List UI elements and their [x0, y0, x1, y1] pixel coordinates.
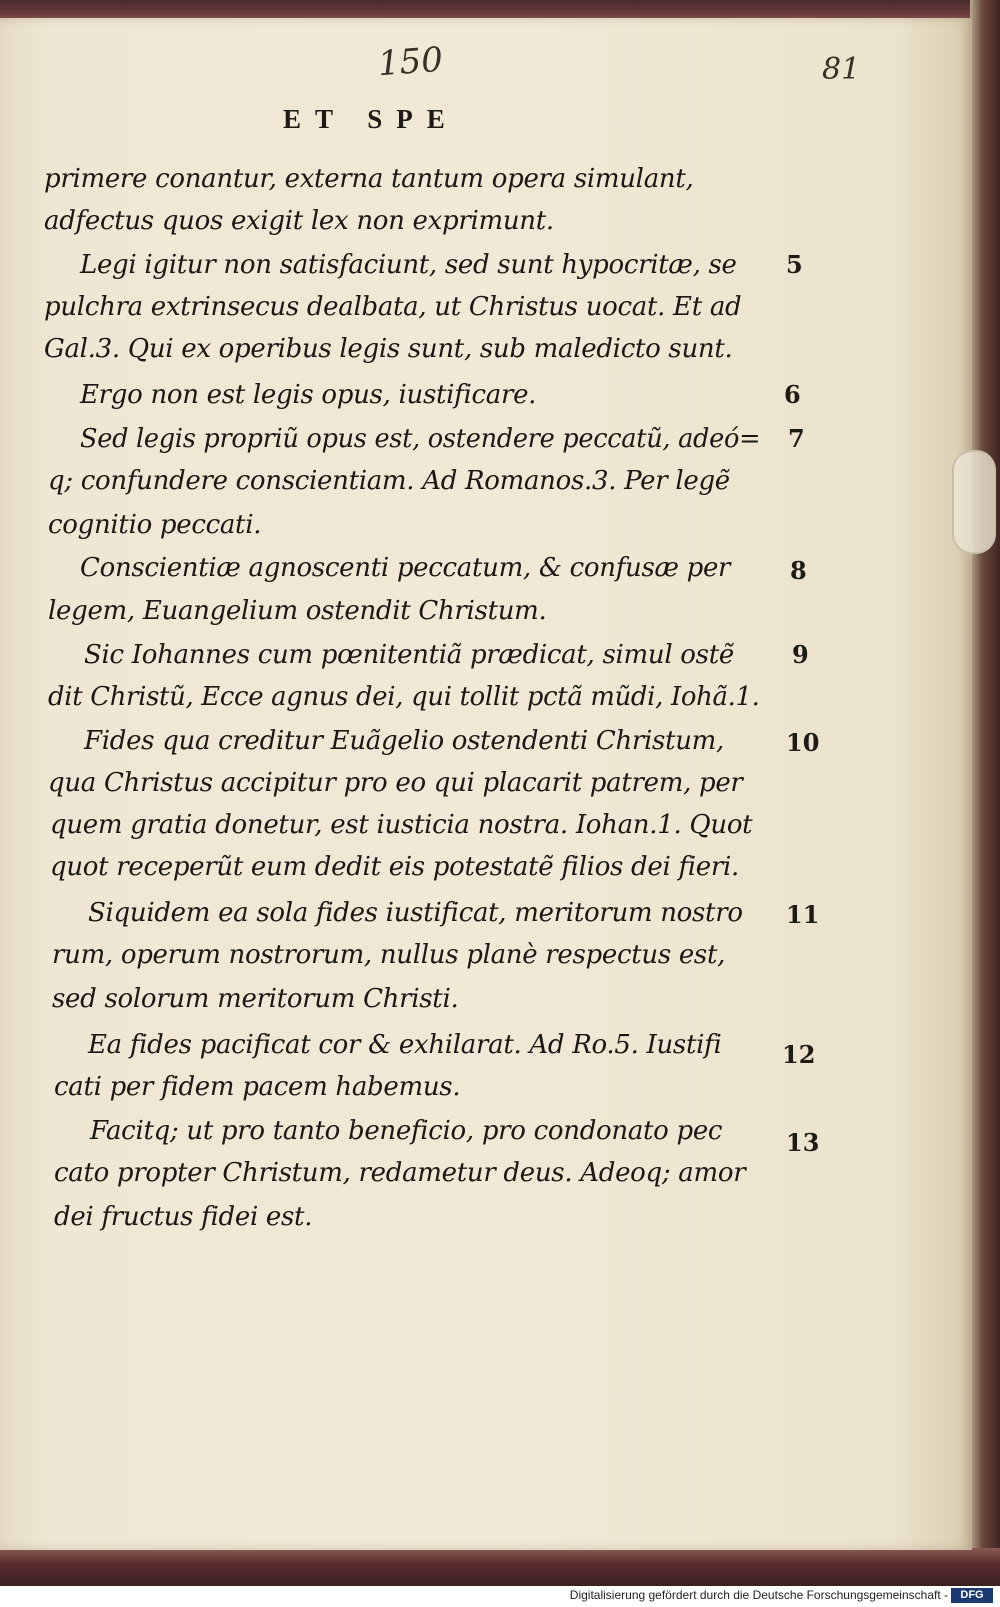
- text-line: legem, Euangelium ostendit Christum.: [48, 596, 547, 626]
- text-line: Ergo non est legis opus, iustificare.: [80, 380, 537, 410]
- text-line: dei fructus fidei est.: [54, 1202, 313, 1232]
- book-binding-bottom: [0, 1548, 1000, 1586]
- handwritten-page-number: 150: [376, 39, 445, 85]
- text-line: cato propter Christum, redametur deus. Adeoq; amor: [54, 1158, 746, 1188]
- text-line: Sed legis propriũ opus est, ostendere peccatũ, adeó=: [80, 424, 761, 454]
- margin-number: 6: [784, 380, 801, 409]
- margin-number: 5: [786, 250, 803, 279]
- text-line: Legi igitur non satisfaciunt, sed sunt hypocritæ, se: [80, 250, 737, 280]
- margin-number: 13: [786, 1128, 820, 1157]
- digitization-credit: Digitalisierung gefördert durch die Deutsche Forschungsgemeinschaft -: [569, 1588, 948, 1602]
- handwritten-folio-number: 81: [822, 52, 861, 87]
- text-line: adfectus quos exigit lex non exprimunt.: [44, 206, 554, 236]
- text-line: primere conantur, externa tantum opera simulant,: [44, 164, 694, 194]
- dfg-logo: DFG: [951, 1588, 993, 1603]
- text-line: quot receperũt eum dedit eis potestatẽ filios dei fieri.: [50, 852, 739, 882]
- text-line: Facitq; ut pro tanto beneficio, pro condonato pec: [90, 1116, 723, 1146]
- book-binding-edge: [970, 0, 1000, 1586]
- text-line: cati per fidem pacem habemus.: [54, 1072, 461, 1102]
- text-line: Ea fides pacificat cor & exhilarat. Ad Ro.5. Iustifi: [88, 1030, 722, 1060]
- text-line: Fides qua creditur Euãgelio ostendenti Christum,: [84, 726, 724, 756]
- text-line: q; confundere conscientiam. Ad Romanos.3. Per legẽ: [48, 466, 730, 496]
- text-line: Gal.3. Qui ex operibus legis sunt, sub maledicto sunt.: [44, 334, 733, 364]
- text-line: Conscientiæ agnoscenti peccatum, & confusæ per: [80, 553, 731, 583]
- text-line: pulchra extrinsecus dealbata, ut Christus uocat. Et ad: [44, 292, 742, 322]
- margin-number: 7: [788, 424, 805, 453]
- margin-number: 11: [786, 900, 820, 929]
- margin-number: 12: [782, 1040, 816, 1069]
- text-line: sed solorum meritorum Christi.: [52, 984, 459, 1014]
- text-line: quem gratia donetur, est iusticia nostra. Iohan.1. Quot: [50, 810, 753, 840]
- text-line: rum, operum nostrorum, nullus planè respectus est,: [52, 940, 726, 970]
- margin-number: 9: [792, 640, 809, 669]
- text-line: Sic Iohannes cum pœnitentiã prædicat, simul ostẽ: [84, 640, 734, 670]
- text-line: qua Christus accipitur pro eo qui placarit patrem, per: [48, 768, 743, 798]
- margin-number: 10: [786, 728, 820, 757]
- text-line: Siquidem ea sola fides iustificat, meritorum nostro: [88, 898, 743, 928]
- text-line: cognitio peccati.: [48, 510, 262, 540]
- text-line: dit Christũ, Ecce agnus dei, qui tollit pctã mũdi, Iohã.1.: [48, 682, 760, 712]
- running-head: ET SPE: [283, 104, 459, 134]
- margin-number: 8: [790, 556, 807, 585]
